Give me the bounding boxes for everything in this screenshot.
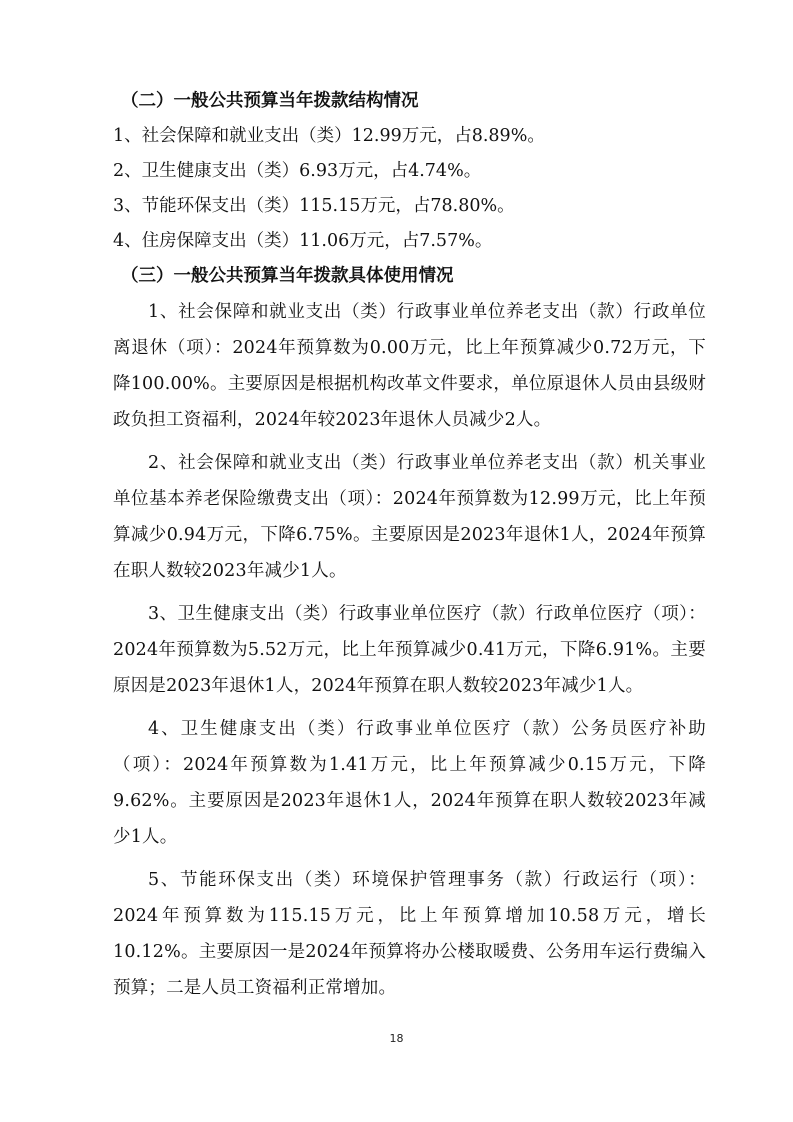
section-heading-usage: （三）一般公共预算当年拨款具体使用情况 — [121, 266, 454, 286]
structure-item-health: 2、卫生健康支出（类）6.93万元，占4.74%。 — [113, 161, 482, 181]
usage-paragraph-environment-admin: 5、节能环保支出（类）环境保护管理事务（款）行政运行（项）：2024年预算数为115.15万元，比上年预算增加10.58万元，增长10.12%。主要原因一是2024年预算将办公楼取暖费、公务用车运行费编入预算；二是人员工资福利正常增加。 — [113, 870, 706, 998]
usage-paragraph-civil-servant-medical: 4、卫生健康支出（类）行政事业单位医疗（款）公务员医疗补助（项）：2024年预算数为1.41万元，比上年预算减少0.15万元，下降9.62%。主要原因是2023年退休1人，2024年预算在职人数较2023年减少1人。 — [113, 719, 706, 847]
usage-paragraph-admin-medical: 3、卫生健康支出（类）行政事业单位医疗（款）行政单位医疗（项）：2024年预算数为5.52万元，比上年预算减少0.41万元，下降6.91%。主要原因是2023年退休1人，2024年预算在职人数较2023年减少1人。 — [113, 604, 706, 696]
usage-paragraph-pension-insurance: 2、社会保障和就业支出（类）行政事业单位养老支出（款）机关事业单位基本养老保险缴费支出（项）：2024年预算数为12.99万元，比上年预算减少0.94万元，下降6.75%。主要原因是2023年退休1人，2024年预算在职人数较2023年减少1人。 — [113, 453, 706, 581]
section-heading-structure: （二）一般公共预算当年拨款结构情况 — [121, 91, 419, 111]
structure-item-environment: 3、节能环保支出（类）115.15万元，占78.80%。 — [113, 196, 515, 216]
structure-item-social-security: 1、社会保障和就业支出（类）12.99万元，占8.89%。 — [113, 126, 545, 146]
usage-paragraph-retirement: 1、社会保障和就业支出（类）行政事业单位养老支出（款）行政单位离退休（项）：2024年预算数为0.00万元，比上年预算减少0.72万元，下降100.00%。主要原因是根据机构改革文件要求，单位原退休人员由县级财政负担工资福利，2024年较2023年退休人员减少2人。 — [113, 302, 706, 430]
structure-item-housing: 4、住房保障支出（类）11.06万元，占7.57%。 — [113, 231, 493, 251]
page-number: 18 — [389, 1032, 404, 1045]
document-body — [113, 84, 706, 1013]
